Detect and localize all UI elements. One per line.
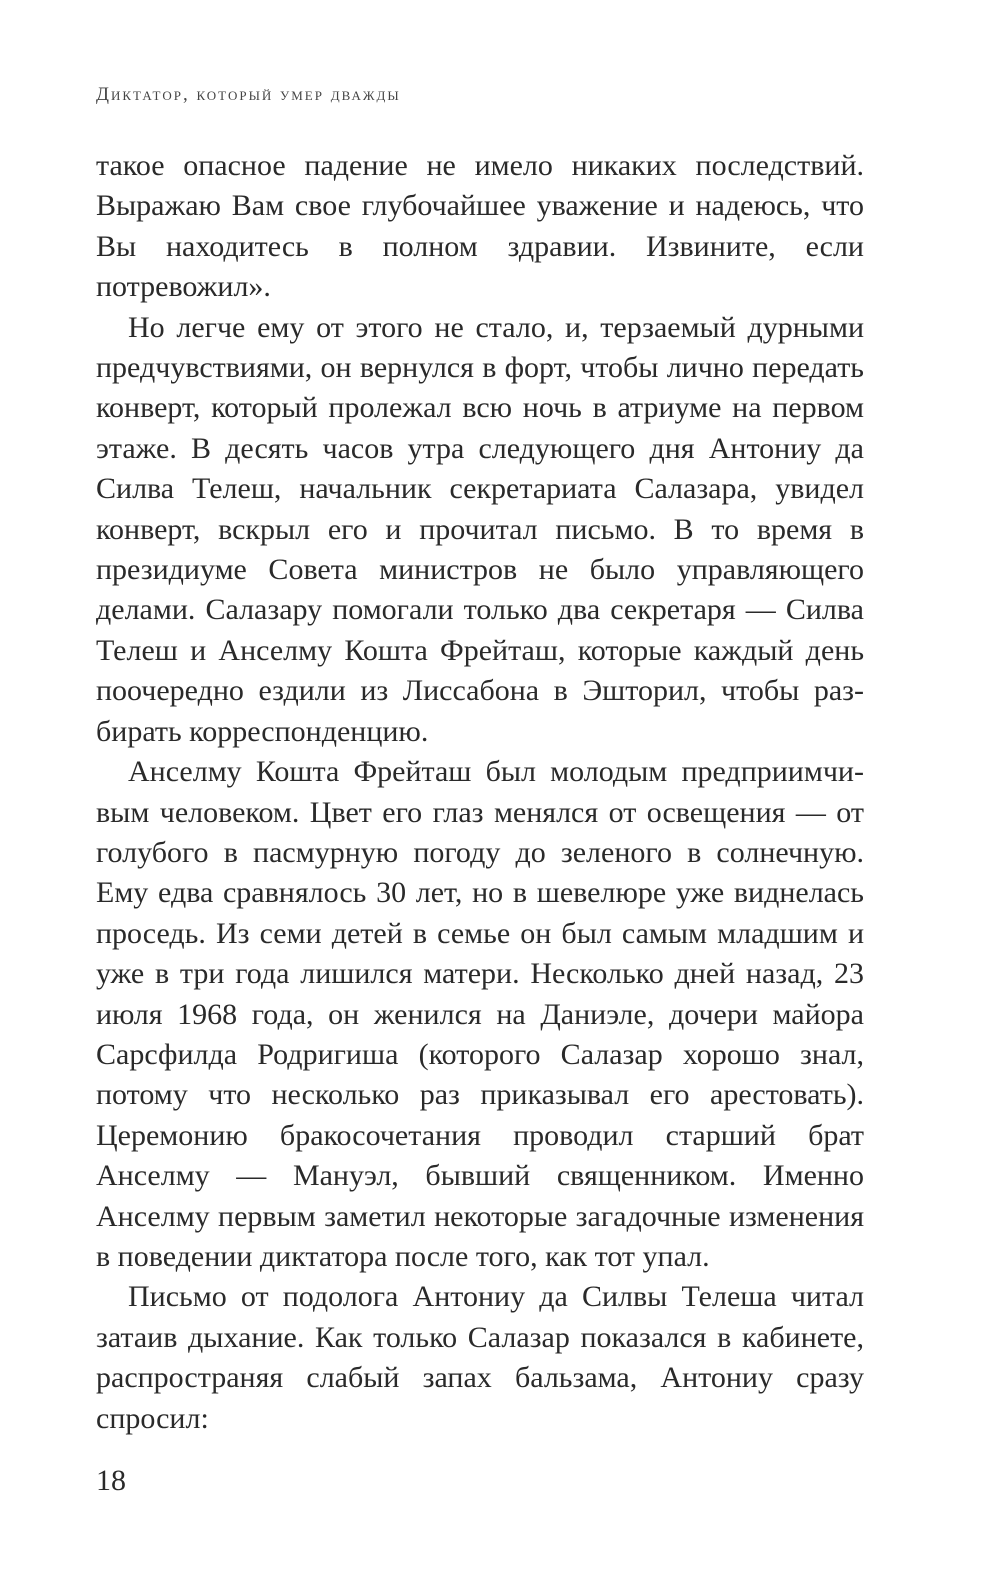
paragraph-4: Письмо от подолога Антониу да Силвы Телеша читал затаив дыхание. Как только Салазар показался в кабинете, распространяя слабый запах бальзама, Антониу сразу спросил: [96,1280,864,1435]
paragraph-2: Но легче ему от этого не стало, и, терзаемый дурными предчувствиями, он вернулся в форт, чтобы лично передать конверт, который пролежал всю ночь в атриуме на первом этаже. В десять часов утра следующего дня Антониу да Силва Телеш, начальник секретариата Салазара, увидел конверт, вскрыл его и прочитал письмо. В то время в президиуме Совета министров не было управляющего делами. Салазару помогали только два секретаря — Силва Телеш и Анселму Кошта Фрейташ, которые каждый день поочередно ездили из Лиссабона в Эшторил, чтобы разбирать корреспонденцию. [96,310,864,748]
body-text [96,146,864,1439]
paragraph-1: такое опасное падение не имело никаких последствий. Выражаю Вам свое глубочайшее уважение и надеюсь, что Вы находитесь в полном здравии. Извините, если потревожил». [96,149,864,304]
page-number: 18 [96,1464,126,1497]
running-head: Диктатор, который умер дважды [96,84,401,105]
paragraph-3: Анселму Кошта Фрейташ был молодым предприимчивым человеком. Цвет его глаз менялся от освещения — от голубого в пасмурную погоду до зеленого в солнечную. Ему едва сравнялось 30 лет, но в шевелюре уже виднелась проседь. Из семи детей в семье он был самым младшим и уже в три года лишился матери. Несколько дней назад, 23 июля 1968 года, он женился на Даниэле, дочери майора Сарсфилда Родригиша (которого Салазар хорошо знал, потому что несколько раз приказывал его арестовать). Церемонию бракосочетания проводил старший брат Анселму — Мануэл, бывший священником. Именно Анселму первым заметил некоторые загадочные изменения в поведении диктатора после того, как тот упал. [96,755,864,1273]
